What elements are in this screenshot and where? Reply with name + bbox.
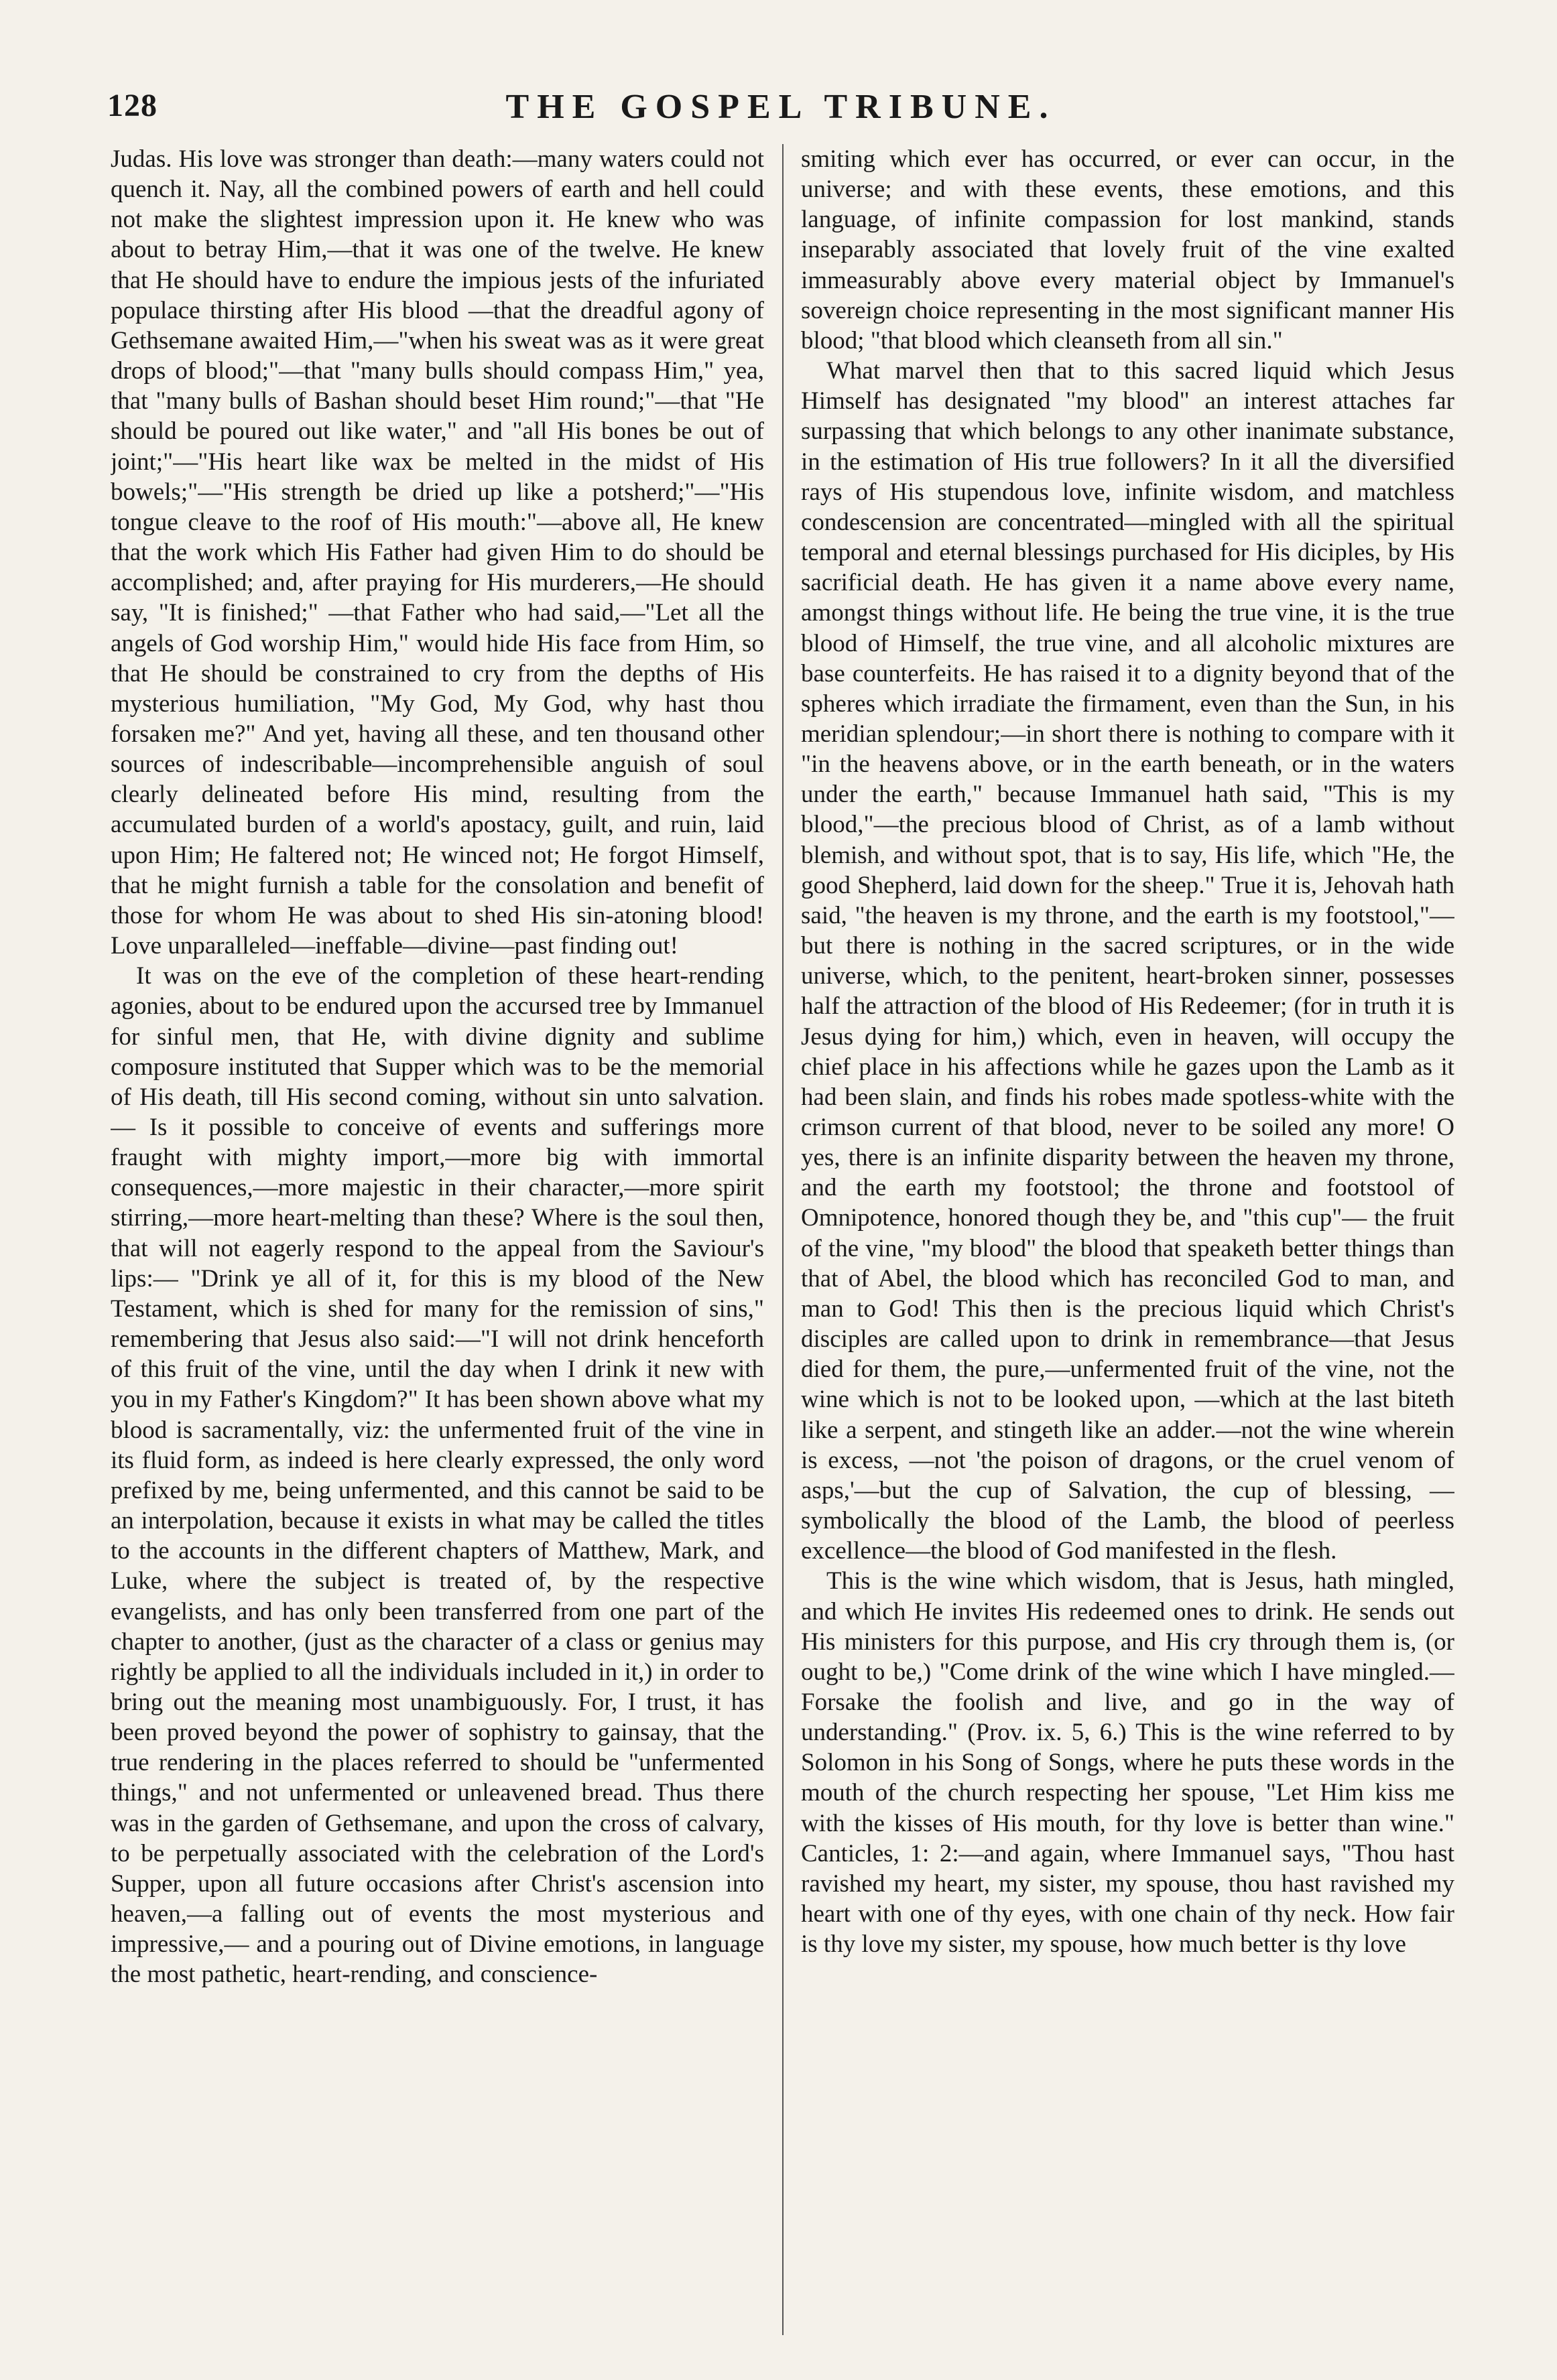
column-rule: [782, 144, 784, 2335]
text-columns: [111, 144, 1454, 2335]
paragraph: Judas. His love was stronger than death:—many waters could not quench it. Nay, all the combined powers of earth and hell could not make the slightest impression upon it. He knew who was about to betray Him,—that it was one of the twelve. He knew that He should have to endure the impious jests of the infuriated populace thirsting after His blood —that the dreadful agony of Gethsemane awaited Him,—"when his sweat was as it were great drops of blood;"—that "many bulls should compass Him," yea, that "many bulls of Bashan should beset Him round;"—that "He should be poured out like water," and "all His bones be out of joint;"—"His heart like wax be melted in the midst of His bowels;"—"His strength be dried up like a potsherd;"—"His tongue cleave to the roof of His mouth:"—above all, He knew that the work which His Father had given Him to do should be accomplished; and, after praying for His murderers,—He should say, "It is finished;" —that Father who had said,—"Let all the angels of God worship Him," would hide His face from Him, so that He should be constrained to cry from the depths of His mysterious humiliation, "My God, My God, why hast thou forsaken me?" And yet, having all these, and ten thousand other sources of indescribable—incomprehensible anguish of soul clearly delineated before His mind, resulting from the accumulated burden of a world's apostacy, guilt, and ruin, laid upon Him; He faltered not; He winced not; He forgot Himself, that he might furnish a table for the consolation and benefit of those for whom He was about to shed His sin-atoning blood! Love unparalleled—ineffable—divine—past finding out!: [111, 145, 764, 960]
running-header: [107, 87, 1454, 134]
paragraph: It was on the eve of the completion of these heart-rending agonies, about to be endured upon the accursed tree by Immanuel for sinful men, that He, with divine dignity and sublime composure instituted that Supper which was to be the memorial of His death, till His second coming, without sin unto salvation.— Is it possible to conceive of events and sufferings more fraught with mighty import,—more big with immortal consequences,—more majestic in their character,—more spirit stirring,—more heart-melting than these? Where is the soul then, that will not eagerly respond to the appeal from the Saviour's lips:— "Drink ye all of it, for this is my blood of the New Testament, which is shed for many for the remission of sins," remembering that Jesus also said:—"I will not drink henceforth of this fruit of the vine, until the day when I drink it new with you in my Father's Kingdom?" It has been shown above what my blood is sacramentally, viz: the unfermented fruit of the vine in its fluid form, as indeed is here clearly expressed, the only word prefixed by me, being unfermented, and this cannot be said to be an interpolation, because it exists in what may be called the titles to the accounts in the different chapters of Matthew, Mark, and Luke, where the subject is treated of, by the respective evangelists, and has only been transferred from one part of the chapter to another, (just as the character of a class or genius may rightly be applied to all the individuals included in it,) in order to bring out the meaning most unambiguously. For, I trust, it has been proved beyond the power of sophistry to gainsay, that the true rendering in the places referred to should be "unfermented things," and not unfermented or unleavened bread. Thus there was in the garden of Gethsemane, and upon the cross of calvary, to be perpetually associated with the celebration of the Lord's Supper, upon all future occasions after Christ's ascension into heaven,—a falling out of events the most mysterious and impressive,— and a pouring out of Divine emotions, in language the most pathetic, heart-rending, and conscience-: [111, 962, 764, 1989]
running-title: THE GOSPEL TRIBUNE.: [505, 88, 1056, 126]
left-column: [111, 144, 764, 2335]
paragraph: What marvel then that to this sacred liquid which Jesus Himself has designated "my blood" an interest attaches far surpassing that which belongs to any other inanimate substance, in the estimation of His true followers? In it all the diversified rays of His stupendous love, infinite wisdom, and matchless condescension are concentrated—mingled with all the spiritual temporal and eternal blessings purchased for His diciples, by His sacrificial death. He has given it a name above every name, amongst things without life. He being the true vine, it is the true blood of Himself, the true vine, and all alcoholic mixtures are base counterfeits. He has raised it to a dignity beyond that of the spheres which irradiate the firmament, even than the Sun, in his meridian splendour;—in short there is nothing to compare with it "in the heavens above, or in the earth beneath, or in the waters under the earth," because Immanuel hath said, "This is my blood,"—the precious blood of Christ, as of a lamb without blemish, and without spot, that is to say, His life, which "He, the good Shepherd, laid down for the sheep." True it is, Jehovah hath said, "the heaven is my throne, and the earth is my footstool,"—but there is nothing in the sacred scriptures, or in the wide universe, which, to the penitent, heart-broken sinner, possesses half the attraction of the blood of His Redeemer; (for in truth it is Jesus dying for him,) which, even in heaven, will occupy the chief place in his affections while he gazes upon the Lamb as it had been slain, and finds his robes made spotless-white with the crimson current of that blood, never to be soiled any more! O yes, there is an infinite disparity between the heaven my throne, and the earth my footstool; the throne and footstool of Omnipotence, honored though they be, and "this cup"— the fruit of the vine, "my blood" the blood that speaketh better things than that of Abel, the blood which has reconciled God to man, and man to God! This then is the precious liquid which Christ's disciples are called upon to drink in remembrance—that Jesus died for them, the pure,—unfermented fruit of the vine, not the wine which is not to be looked upon, —which at the last biteth like a serpent, and stingeth like an adder.—not the wine wherein is excess, —not 'the poison of dragons, or the cruel venom of asps,'—but the cup of Salvation, the cup of blessing, —symbolically the blood of the Lamb, the blood of peerless excellence—the blood of God manifested in the flesh.: [801, 357, 1454, 1565]
paragraph: This is the wine which wisdom, that is Jesus, hath mingled, and which He invites His redeemed ones to drink. He sends out His ministers for this purpose, and His cry through them is, (or ought to be,) "Come drink of the wine which I have mingled.— Forsake the foolish and live, and go in the way of understanding." (Prov. ix. 5, 6.) This is the wine referred to by Solomon in his Song of Songs, where he puts these words in the mouth of the church respecting her spouse, "Let Him kiss me with the kisses of His mouth, for thy love is better than wine." Canticles, 1: 2:—and again, where Immanuel says, "Thou hast ravished my heart, my sister, my spouse, thou hast ravished my heart with one of thy eyes, with one chain of thy neck. How fair is thy love my sister, my spouse, how much better is thy love: [801, 1567, 1454, 1959]
paragraph: smiting which ever has occurred, or ever can occur, in the universe; and with these events, these emotions, and this language, of infinite compassion for lost mankind, stands inseparably associated that lovely fruit of the vine exalted immeasurably above every material object by Immanuel's sovereign choice representing in the most significant manner His blood; "that blood which cleanseth from all sin.": [801, 145, 1454, 354]
right-column: [801, 144, 1454, 2335]
page-number: 128: [107, 88, 158, 123]
